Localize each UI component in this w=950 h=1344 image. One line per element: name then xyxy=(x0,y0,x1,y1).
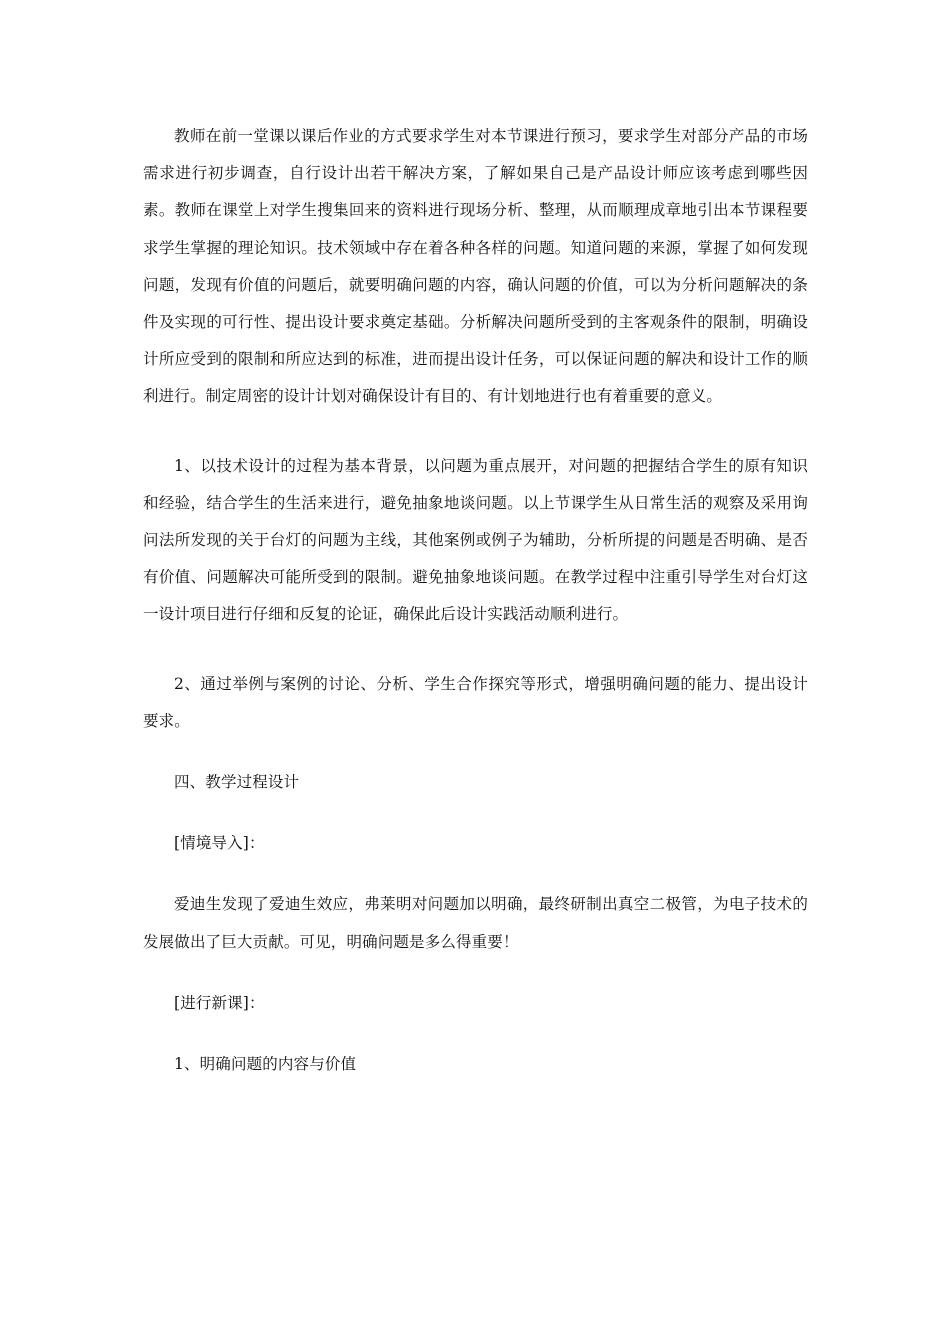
document-body xyxy=(143,118,808,1083)
subheading-problem-content-value: 1、明确问题的内容与价值 xyxy=(174,1055,357,1074)
section-heading-teaching-process: 四、教学过程设计 xyxy=(174,773,300,792)
paragraph-spacer xyxy=(143,961,808,985)
subheading-scenario-intro: [情境导入]： xyxy=(174,834,265,853)
subheading-new-lesson: [进行新课]： xyxy=(174,993,265,1012)
paragraph-preview-requirements: 教师在前一堂课以课后作业的方式要求学生对本节课进行预习，要求学生对部分产品的市场需求进行初步调查，自行设计出若干解决方案，了解如果自己是产品设计师应该考虑到哪些因素。教师在课堂上对学生搜集回来的资料进行现场分析、整理，从而顺理成章地引出本节课程要求学生掌握的理论知识。技术领域中存在着各种各样的问题。知道问题的来源，掌握了如何发现问题，发现有价值的问题后，就要明确问题的内容，确认问题的价值，可以为分析问题解决的条件及实现的可行性、提出设计要求奠定基础。分析解决问题所受到的主客观条件的限制，明确设计所应受到的限制和所应达到的标准，进而提出设计任务，可以保证问题的解决和设计工作的顺利进行。制定周密的设计计划对确保设计有目的、有计划地进行也有着重要的意义。 xyxy=(143,127,808,406)
paragraph-spacer xyxy=(143,1022,808,1046)
paragraph-spacer xyxy=(143,801,808,825)
paragraph-edison-example: 爱迪生发现了爱迪生效应，弗莱明对问题加以明确，最终研制出真空二极管，为电子技术的发展做出了巨大贡献。可见，明确问题是多么得重要！ xyxy=(143,895,808,951)
paragraph-point-1: 1、以技术设计的过程为基本背景，以问题为重点展开，对问题的把握结合学生的原有知识和经验，结合学生的生活来进行，避免抽象地谈问题。以上节课学生从日常生活的观察及采用询问法所发现的关于台灯的问题为主线，其他案例或例子为辅助，分析所提的问题是否明确、是否有价值、问题解决可能所受到的限制。避免抽象地谈问题。在教学过程中注重引导学生对台灯这一设计项目进行仔细和反复的论证，确保此后设计实践活动顺利进行。 xyxy=(143,456,808,624)
paragraph-spacer xyxy=(143,634,808,666)
paragraph-point-2: 2、通过举例与案例的讨论、分析、学生合作探究等形式，增强明确问题的能力、提出设计要求。 xyxy=(143,674,808,730)
paragraph-spacer xyxy=(143,740,808,764)
paragraph-spacer xyxy=(143,862,808,886)
paragraph-spacer xyxy=(143,416,808,448)
